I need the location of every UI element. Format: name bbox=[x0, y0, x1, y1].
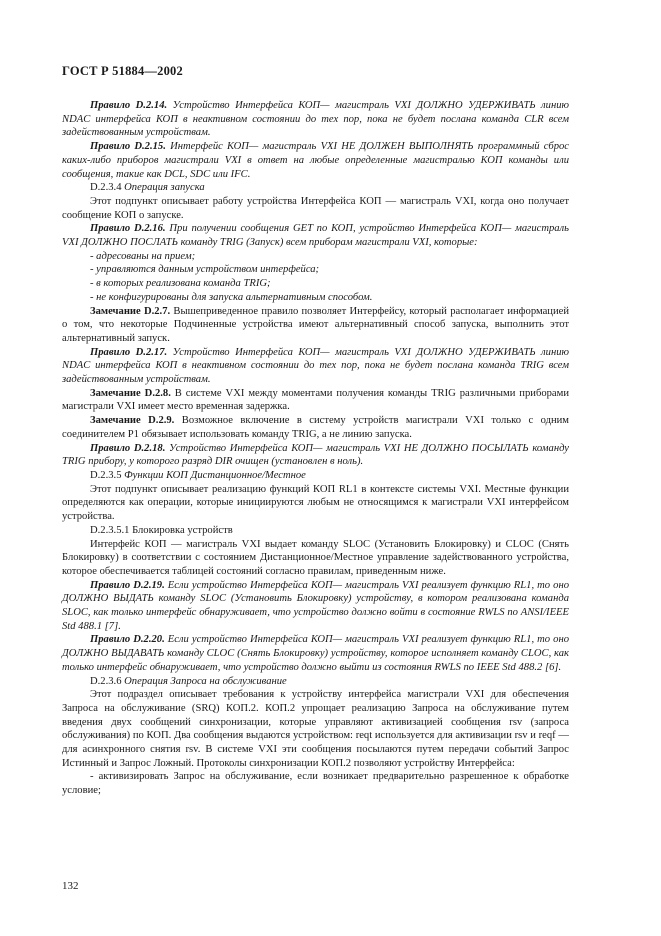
section-heading bbox=[62, 469, 569, 483]
paragraph-text: - управляются данным устройством интерфейса; bbox=[90, 264, 320, 276]
rule-paragraph bbox=[62, 442, 569, 469]
paragraph-text: - не конфигурированы для запуска альтернативным способом. bbox=[90, 291, 373, 303]
note-paragraph bbox=[62, 414, 569, 441]
list-item bbox=[62, 291, 569, 305]
paragraph-text: Операция запуска bbox=[121, 182, 205, 194]
paragraph-text: - адресованы на прием; bbox=[90, 250, 196, 262]
rule-paragraph bbox=[62, 346, 569, 387]
paragraph bbox=[62, 770, 569, 797]
paragraph-text: Возможное включение в систему устройств магистрали VXI только с одним соединителем P1 обязывает использовать команду TRIG, а не линию запуска. bbox=[62, 415, 570, 440]
section-number: D.2.3.5 bbox=[90, 469, 122, 481]
section-number: D.2.3.6 bbox=[90, 675, 122, 687]
paragraph bbox=[62, 195, 569, 222]
section-heading bbox=[62, 181, 569, 195]
paragraph-label: Правило D.2.16. bbox=[90, 223, 166, 235]
paragraph-label: Правило D.2.20. bbox=[90, 634, 165, 646]
paragraph-label: Правило D.2.19. bbox=[90, 579, 165, 591]
paragraph-text: Если устройство Интерфейса КОП— магистраль VXI реализует функцию RL1, то оно ДОЛЖНО ВЫДАВАТЬ команду CLOC (Снять Блокировку) устройству, которое исполняет команду CLOC, как только интерфейс обнаруживает, что устройство должно выйти из состояния RWLS по IEEE Std 488.2 [6]. bbox=[62, 634, 569, 673]
paragraph bbox=[62, 688, 569, 770]
paragraph-text: Этот подпункт описывает реализацию функций КОП RL1 в контексте системы VXI. Местные функции определяются как операции, которые инициируются любым не относящимся к магистрали VXI интерфейсом устройства. bbox=[62, 483, 569, 523]
paragraph-text: Этот подраздел описывает требования к устройству интерфейса магистрали VXI для обеспечения Запроса на обслуживание (SRQ) КОП.2. КОП.2 упрощает реализацию Запроса на обслуживание путем введения двух сообщений синхронизации, которые управляют активизацией сообщения rsv (запроса обслуживания) по КОП. Два сообщения выдаются устройством: reqt используется для активизации rsv и reqf — для асинхронного снятия rsv. В системе VXI эти сообщения посылаются путем передачи событий Запрос Истинный и Запрос Ложный. Протоколы синхронизации КОП.2 позволяют устройству Интерфейса: bbox=[62, 689, 569, 769]
paragraph-text: В системе VXI между моментами получения команды TRIG различными приборами магистрали VXI имеет место временная задержка. bbox=[62, 387, 569, 413]
section-heading bbox=[62, 524, 569, 538]
paragraph-text: Устройство Интерфейса КОП— магистраль VXI ДОЛЖНО УДЕРЖИВАТЬ линию NDAC интерфейса КОП в неактивном состоянии до тех пор, пока не будет послана команда CLR всем задействованным устройствам. bbox=[62, 100, 569, 139]
paragraph-label: Замечание D.2.8. bbox=[90, 387, 171, 399]
rule-paragraph bbox=[62, 579, 569, 634]
paragraph-text: При получении сообщения GET по КОП, устройство Интерфейса КОП— магистраль VXI ДОЛЖНО ПОСЛАТЬ команду TRIG (Запуск) всем приборам магистрали VXI, которые: bbox=[62, 223, 569, 249]
rule-paragraph bbox=[62, 99, 569, 140]
paragraph-text: D.2.3.5.1 Блокировка устройств bbox=[90, 524, 233, 536]
section-heading bbox=[62, 675, 569, 689]
paragraph-label: Правило D.2.14. bbox=[90, 100, 168, 111]
paragraph bbox=[62, 483, 569, 524]
paragraph-text: Интерфейс КОП— магистраль VXI НЕ ДОЛЖЕН ВЫПОЛНЯТЬ программный сброс каких-либо приборов магистрали VXI в ответ на любые определенные магистралью КОП команды или сообщения, такие как DCL, SDC или IFC. bbox=[62, 141, 569, 180]
section-number: D.2.3.4 bbox=[90, 182, 122, 194]
paragraph-text: Интерфейс КОП — магистраль VXI выдает команду SLOC (Установить Блокировку) и CLOC (Снять Блокировку) в соответствии с состоянием Дистанционное/Местное управление задействованного устройства, которое обеспечивается таблицей состояний согласно правилам, приведенным ниже. bbox=[62, 538, 569, 577]
paragraph-label: Правило D.2.17. bbox=[90, 346, 168, 358]
paragraph-label: Правило D.2.15. bbox=[90, 141, 166, 153]
paragraph-text: - в которых реализована команда TRIG; bbox=[90, 278, 271, 290]
paragraph bbox=[62, 538, 569, 579]
paragraph-text: - активизировать Запрос на обслуживание, если возникает предварительно разрешенное к обработке условие; bbox=[62, 771, 569, 797]
paragraph-label: Правило D.2.18. bbox=[90, 442, 166, 454]
note-paragraph bbox=[62, 387, 569, 414]
rule-paragraph bbox=[62, 140, 569, 181]
paragraph-text: Устройство Интерфейса КОП— магистраль VXI НЕ ДОЛЖНО ПОСЫЛАТЬ команду TRIG прибору, у которого разряд DIR очищен (установлен в ноль). bbox=[62, 442, 569, 468]
note-paragraph bbox=[62, 305, 569, 346]
rule-paragraph bbox=[62, 222, 569, 249]
rule-paragraph bbox=[62, 633, 569, 674]
standard-header: ГОСТ Р 51884—2002 bbox=[62, 64, 183, 78]
paragraph-text: Вышеприведенное правило позволяет Интерфейсу, который располагает информацией о том, что некоторые Подчиненные устройства имеют альтернативный способ запуска, выполнить этот альтернативный запуск. bbox=[62, 305, 570, 344]
paragraph-label: Замечание D.2.9. bbox=[90, 415, 175, 427]
list-item bbox=[62, 263, 569, 277]
list-item bbox=[62, 277, 569, 291]
paragraph-text: Устройство Интерфейса КОП— магистраль VXI ДОЛЖНО УДЕРЖИВАТЬ линию NDAC интерфейса КОП в неактивном состоянии до тех пор, пока не будет послана команда TRIG всем задействованным устройствам. bbox=[62, 346, 569, 386]
list-item bbox=[62, 250, 569, 264]
page-number: 132 bbox=[62, 880, 79, 892]
paragraph-text: Если устройство Интерфейса КОП— магистраль VXI реализует функцию RL1, то оно ДОЛЖНО ВЫДАТЬ команду SLOC (Установить Блокировку) устройству, в котором реализована команда SLOC, как только интерфейс обнаруживает, что устройство должно войти в состояние RWLS по ANSI/IEEE Std 488.1 [7]. bbox=[62, 579, 569, 632]
paragraph-text: Функции КОП Дистанционное/Местное bbox=[121, 469, 306, 481]
paragraph-text: Операция Запроса на обслуживание bbox=[121, 675, 287, 687]
paragraph-label: Замечание D.2.7. bbox=[90, 305, 171, 317]
document-body bbox=[62, 99, 569, 798]
paragraph-text: Этот подпункт описывает работу устройства Интерфейса КОП — магистраль VXI, когда оно получает сообщение КОП о запуске. bbox=[62, 195, 569, 221]
